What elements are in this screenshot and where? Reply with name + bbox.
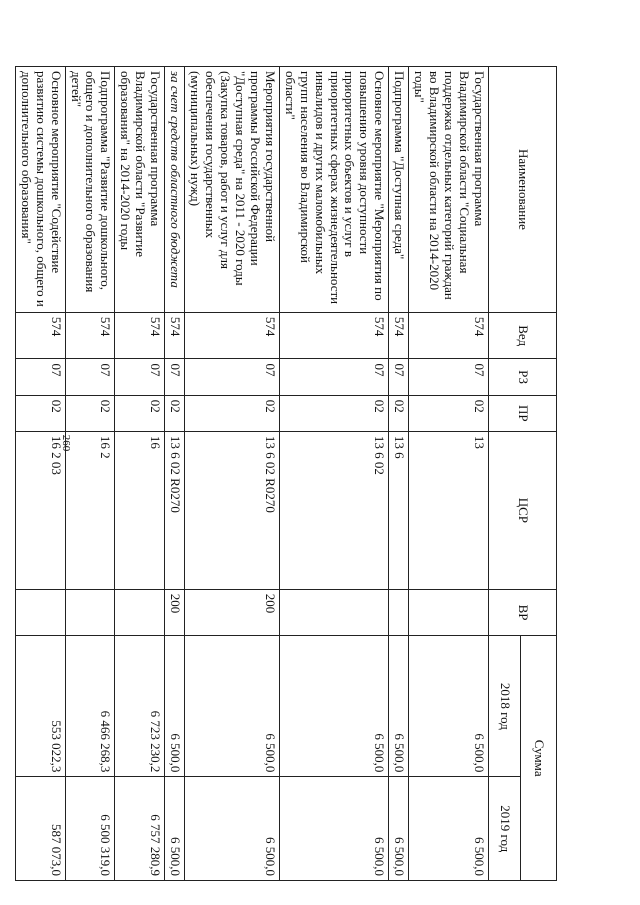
page-number: 260 (60, 434, 72, 452)
cell-rz: 07 (115, 359, 165, 395)
budget-table (15, 66, 557, 881)
cell-name: за счет средств областного бюджета (165, 67, 185, 313)
header-csr: ЦСР (489, 431, 557, 589)
header-vr: ВР (489, 589, 557, 636)
cell-vr (409, 589, 489, 636)
table-body (15, 67, 488, 881)
cell-ved: 574 (409, 312, 489, 359)
cell-rz: 07 (15, 359, 65, 395)
table-row (279, 67, 389, 881)
table-row (409, 67, 489, 881)
cell-ved: 574 (115, 312, 165, 359)
cell-name: Основное мероприятие "Мероприятия по повышению уровня доступности приоритетных объектов и услуг в приоритетных сферах жизнедеятельности инвалидов и других маломобильных групп населения во Владимирской области" (279, 67, 389, 313)
cell-name: Подпрограмма "Доступная среда" (389, 67, 409, 313)
table-row (115, 67, 165, 881)
cell-csr: 13 6 02 R0270 (185, 431, 280, 589)
cell-pr: 02 (185, 395, 280, 431)
cell-rz: 07 (65, 359, 115, 395)
cell-vr (115, 589, 165, 636)
table-row (15, 67, 65, 881)
cell-pr: 02 (279, 395, 389, 431)
cell-csr: 13 (409, 431, 489, 589)
table-row (389, 67, 409, 881)
header-ved: Вед (489, 312, 557, 359)
cell-vr (279, 589, 389, 636)
cell-rz: 07 (409, 359, 489, 395)
cell-ved: 574 (389, 312, 409, 359)
cell-2018: 6 500,0 (279, 636, 389, 777)
cell-pr: 02 (165, 395, 185, 431)
cell-2018: 6 500,0 (409, 636, 489, 777)
cell-name: Основное мероприятие "Содействие развитию системы дошкольного, общего и дополнительного образования" (15, 67, 65, 313)
table-row (65, 67, 115, 881)
cell-2019: 6 500,0 (279, 777, 389, 881)
cell-pr: 02 (115, 395, 165, 431)
cell-csr: 16 2 (65, 431, 115, 589)
cell-csr: 16 2 03 (15, 431, 65, 589)
header-sum: Сумма (521, 636, 557, 881)
cell-2019: 587 073,0 (15, 777, 65, 881)
header-name: Наименование (489, 67, 557, 313)
cell-2019: 6 500,0 (389, 777, 409, 881)
cell-2019: 6 500,0 (185, 777, 280, 881)
cell-ved: 574 (279, 312, 389, 359)
cell-2018: 6 466 268,3 (65, 636, 115, 777)
cell-rz: 07 (279, 359, 389, 395)
cell-2019: 6 500 319,0 (65, 777, 115, 881)
cell-vr: 200 (165, 589, 185, 636)
table-row (165, 67, 185, 881)
cell-ved: 574 (165, 312, 185, 359)
cell-name: Подпрограмма "Развитие дошкольного, общего и дополнительного образования детей" (65, 67, 115, 313)
cell-name: Государственная программа Владимирской области "Социальная поддержка отдельных категорий граждан во Владимирской области на 2014-2020 годы" (409, 67, 489, 313)
cell-2019: 6 500,0 (409, 777, 489, 881)
cell-vr (15, 589, 65, 636)
cell-ved: 574 (185, 312, 280, 359)
cell-csr: 13 6 (389, 431, 409, 589)
cell-ved: 574 (65, 312, 115, 359)
cell-csr: 16 (115, 431, 165, 589)
cell-pr: 02 (15, 395, 65, 431)
cell-vr (65, 589, 115, 636)
cell-2018: 553 022,3 (15, 636, 65, 777)
cell-vr: 200 (185, 589, 280, 636)
cell-2018: 6 500,0 (389, 636, 409, 777)
cell-rz: 07 (165, 359, 185, 395)
cell-2019: 6 757 280,9 (115, 777, 165, 881)
cell-rz: 07 (389, 359, 409, 395)
cell-2018: 6 500,0 (185, 636, 280, 777)
header-rz: РЗ (489, 359, 557, 395)
cell-pr: 02 (65, 395, 115, 431)
cell-2019: 6 500,0 (165, 777, 185, 881)
cell-2018: 6 500,0 (165, 636, 185, 777)
cell-ved: 574 (15, 312, 65, 359)
header-year-2019: 2019 год (489, 777, 521, 881)
cell-csr: 13 6 02 (279, 431, 389, 589)
cell-2018: 6 723 230,2 (115, 636, 165, 777)
header-year-2018: 2018 год (489, 636, 521, 777)
cell-name: Государственная программа Владимирской области "Развитие образования" на 2014-2020 годы (115, 67, 165, 313)
cell-name: Мероприятия государственной программы Российской Федерации "Доступная среда" на 2011 - 2020 годы (Закупка товаров, работ и услуг для обеспечения государственных (муниципальных) нужд) (185, 67, 280, 313)
cell-vr (389, 589, 409, 636)
table-row (185, 67, 280, 881)
header-pr: ПР (489, 395, 557, 431)
cell-csr: 13 6 02 R0270 (165, 431, 185, 589)
cell-pr: 02 (409, 395, 489, 431)
cell-rz: 07 (185, 359, 280, 395)
cell-pr: 02 (389, 395, 409, 431)
